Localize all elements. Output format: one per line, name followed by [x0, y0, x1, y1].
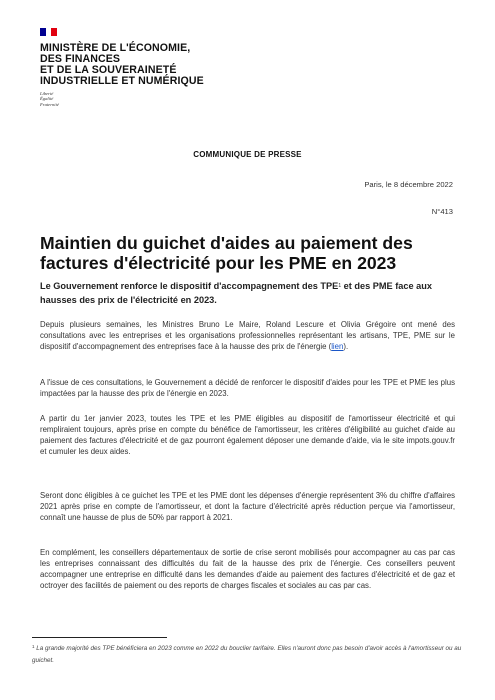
footnote — [32, 641, 462, 667]
paragraph-text: ). — [343, 342, 349, 352]
motto-line: Égalité — [40, 96, 54, 102]
ministry-logo — [40, 28, 204, 107]
paragraph-1 — [40, 319, 455, 352]
footnote-text: La grande majorité des TPE bénéficiera en 2023 comme en 2022 du bouclier tarifaire. Elles n'auront donc pas besoin d'avoir accès à l'amortisseur ou au guichet. — [32, 645, 462, 664]
subtitle-text: Le Gouvernement renforce le dispositif d'accompagnement des TPE — [40, 281, 339, 291]
page-title: Maintien du guichet d'aides au paiement des factures d'électricité pour les PME en 2023 — [40, 233, 413, 273]
paragraph-2: A l'issue de ces consultations, le Gouvernement a décidé de renforcer le dispositif d'aides pour les TPE et PME les plus impactées par la hausse des prix de l'énergie en 2023. — [40, 378, 455, 399]
motto-line: Liberté — [40, 91, 54, 96]
paragraph-5: En complément, les conseillers départementaux de sortie de crise seront mobilisés pour accompagner au cas par cas les entreprises connaissant des difficultés du fait de la hausse des prix de l'énergie. Ces conseillers peuvent accompagner une entreprise en difficulté dans les demandes d'aide au paiement des factures d'électricité et de gaz et octroyer des facilités de paiement ou des reports de charges fiscales et sociales au cas par cas. — [40, 548, 455, 591]
ministry-line: DES FINANCES — [40, 53, 121, 65]
paragraph-3: A partir du 1er janvier 2023, toutes les TPE et les PME éligibles au dispositif de l'amortisseur électricité et qui rempliraient toujours, après prise en compte du bénéfice de l'amortisseur, les critères d'éligibilité au guichet d'aide au paiement des factures d'électricité et de gaz pourront également déposer une demande d'aide, via le site impots.gouv.fr et cumuler les deux aides. — [40, 414, 455, 457]
republic-motto — [40, 91, 204, 107]
footnote-mark: 1 — [338, 283, 342, 289]
press-release-label: COMMUNIQUE DE PRESSE — [193, 150, 302, 159]
paragraph-text: Depuis plusieurs semaines, les Ministres Bruno Le Maire, Roland Lescure et Olivia Grégoire ont mené des consultations avec les entreprises et les organisations professionnelles représentant les artisans, TPE, PME sur le dispositif d'accompagnement des entreprises face à la hausse des prix de l'énergie ( — [40, 320, 455, 352]
ministry-name — [40, 43, 204, 87]
subtitle-text: et des PME face aux hausses des prix de l'électricité en 2023. — [40, 281, 432, 305]
motto-line: Fraternité — [40, 101, 59, 107]
footnote-number: 1 — [32, 644, 35, 649]
subtitle — [40, 280, 455, 307]
french-flag-icon — [40, 28, 57, 36]
ministry-line: INDUSTRIELLE ET NUMÉRIQUE — [40, 75, 204, 87]
footnote-divider — [32, 637, 167, 638]
dateline: Paris, le 8 décembre 2022 — [364, 180, 453, 189]
source-link[interactable]: lien — [331, 342, 344, 352]
paragraph-4: Seront donc éligibles à ce guichet les TPE et les PME dont les dépenses d'énergie représentent 3% du chiffre d'affaires 2021 après prise en compte de l'amortisseur, et dont la facture d'électricité après réduction perçue via l'amortisseur, connaît une hausse de plus de 50% par rapport à 2021. — [40, 491, 455, 523]
ministry-line: ET DE LA SOUVERAINETÉ — [40, 64, 177, 76]
ministry-line: MINISTÈRE DE L'ÉCONOMIE, — [40, 42, 191, 54]
release-number: N°413 — [431, 207, 453, 216]
flag-red-stripe — [51, 28, 57, 36]
